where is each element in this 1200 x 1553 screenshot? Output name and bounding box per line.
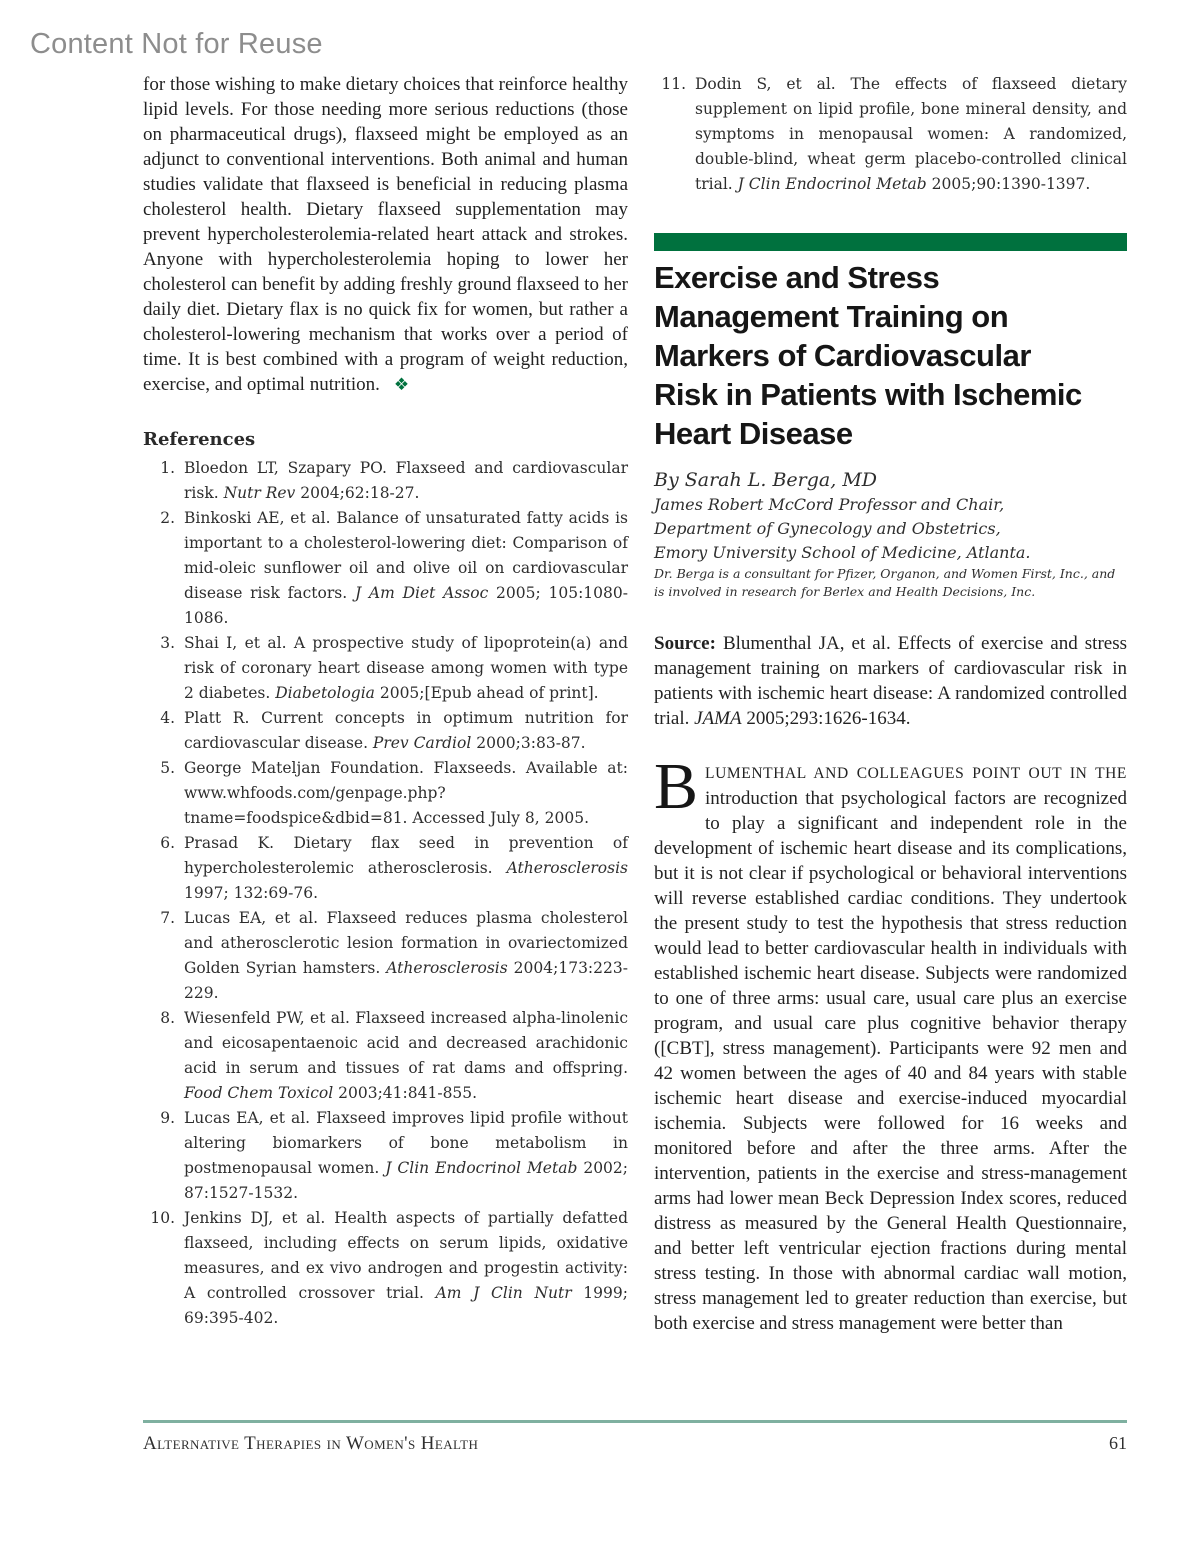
reference-item-6 <box>143 831 628 906</box>
article-title: Exercise and Stress Management Training on Markers of Cardiovascular Risk in Patients with Ischemic Heart Disease <box>654 260 1082 451</box>
two-column-layout <box>143 72 1127 1336</box>
reference-journal: Diabetologia <box>275 684 375 702</box>
reference-text-post: 2004;62:18-27. <box>295 484 420 502</box>
left-column <box>143 72 628 1336</box>
reference-journal: Nutr Rev <box>223 484 296 502</box>
reference-text <box>184 831 628 906</box>
journal-name: Alternative Therapies in Women's Health <box>143 1433 479 1454</box>
article-body-paragraph <box>654 750 1127 1336</box>
source-label: Source: <box>654 633 716 654</box>
intro-paragraph <box>143 72 628 397</box>
reference-text-pre: Jenkins DJ, et al. Health aspects of partially defatted flaxseed, including effects on serum lipids, oxidative measures, and ex vivo androgen and progestin activity: A controlled crossover trial. <box>184 1209 628 1302</box>
footer-rule <box>143 1420 1127 1423</box>
reference-journal: Am J Clin Nutr <box>435 1284 572 1302</box>
reference-text-post: 1999; 69:395-402. <box>184 1284 628 1327</box>
right-column <box>654 72 1127 1336</box>
reference-journal: Food Chem Toxicol <box>184 1084 334 1102</box>
reference-number: 6. <box>160 834 175 852</box>
reference-text-post: 2002; 87:1527-1532. <box>184 1159 628 1202</box>
reference-text-post: 2005;90:1390-1397. <box>926 175 1091 193</box>
affiliation-line: James Robert McCord Professor and Chair, <box>654 495 1005 514</box>
reference-text <box>184 1206 628 1331</box>
footer-row <box>143 1433 1127 1455</box>
reference-item-8 <box>143 1006 628 1106</box>
references-list <box>143 456 628 1331</box>
reference-text-pre: Dodin S, et al. The effects of flaxseed dietary supplement on lipid profile, bone mineral density, and symptoms in menopausal women: A randomized, double-blind, wheat germ placebo-controlled clinical trial. <box>695 75 1127 193</box>
reference-item-9 <box>143 1106 628 1206</box>
reference-number: 10. <box>150 1209 175 1227</box>
reference-text-post: 1997; 132:69-76. <box>184 884 319 902</box>
reference-number: 1. <box>160 459 175 477</box>
reference-journal: J Am Diet Assoc <box>354 584 489 602</box>
reference-text-pre: Lucas EA, et al. Flaxseed reduces plasma cholesterol and atherosclerotic lesion formation in ovariectomized Golden Syrian hamsters. <box>184 909 628 977</box>
reference-item-1 <box>143 456 628 506</box>
reference-number: 5. <box>160 759 175 777</box>
intro-paragraph-text: for those wishing to make dietary choices that reinforce healthy lipid levels. For those needing more serious reductions (those on pharmaceutical drugs), flaxseed might be employed as an adjunct to conventional interventions. Both animal and human studies validate that flaxseed is beneficial in reducing plasma cholesterol health. Dietary flaxseed supplementation may prevent hypercholesterolemia-related heart attack and strokes. Anyone with hypercholesterolemia hoping to lower her cholesterol can benefit by adding freshly ground flaxseed to her daily diet. Dietary flax is no quick fix for women, but rather a cholesterol-lowering mechanism that works over a period of time. It is best combined with a program of weight reduction, exercise, and optimal nutrition. <box>143 74 628 395</box>
source-paragraph <box>654 631 1127 731</box>
reference-number: 4. <box>160 709 175 727</box>
reference-text-pre: Bloedon LT, Szapary PO. Flaxseed and cardiovascular risk. <box>184 459 628 502</box>
reference-text-pre: Shai I, et al. A prospective study of lipoprotein(a) and risk of coronary heart disease among women with type 2 diabetes. <box>184 634 628 702</box>
article-title-accent-bar <box>654 233 1127 251</box>
reference-text <box>184 456 628 506</box>
reference-item-2 <box>143 506 628 631</box>
reference-text-pre: Platt R. Current concepts in optimum nutrition for cardiovascular disease. <box>184 709 628 752</box>
reference-number: 9. <box>160 1109 175 1127</box>
article-affiliation <box>654 493 1127 565</box>
reference-item-10 <box>143 1206 628 1331</box>
page-number: 61 <box>1109 1433 1127 1453</box>
reference-item-7 <box>143 906 628 1006</box>
article-end-mark-icon: ❖ <box>393 375 410 394</box>
reference-text <box>184 631 628 706</box>
reference-text <box>184 756 628 831</box>
reference-text-post: 2000;3:83-87. <box>471 734 586 752</box>
reference-text <box>184 706 628 756</box>
reference-text-post: 2005; 105:1080-1086. <box>184 584 628 627</box>
reference-text-pre: Lucas EA, et al. Flaxseed improves lipid profile without altering biomarkers of bone metabolism in postmenopausal women. <box>184 1109 628 1177</box>
reference-text-post: 2004;173:223-229. <box>184 959 628 1002</box>
reference-journal: Atherosclerosis <box>506 859 628 877</box>
source-journal: JAMA <box>694 708 742 729</box>
page-footer <box>143 1420 1127 1455</box>
reference-text <box>184 1106 628 1206</box>
source-text-post: 2005;293:1626-1634. <box>741 708 911 729</box>
watermark-content-not-for-reuse: Content Not for Reuse <box>30 28 323 60</box>
reference-item-5 <box>143 756 628 831</box>
reference-item-11 <box>654 72 1127 197</box>
drop-cap: B <box>654 750 699 823</box>
reference-number: 3. <box>160 634 175 652</box>
reference-item-4 <box>143 706 628 756</box>
references-heading: References <box>143 429 256 450</box>
reference-number: 2. <box>160 509 175 527</box>
reference-number: 11. <box>661 75 686 93</box>
reference-text <box>184 506 628 631</box>
reference-journal: J Clin Endocrinol Metab <box>385 1159 578 1177</box>
reference-text <box>184 1006 628 1106</box>
reference-text-post: 2005;[Epub ahead of print]. <box>374 684 599 702</box>
article-body-text: introduction that psychological factors are recognized to play a significant and independent role in the development of ischemic heart disease and its complications, but it is not clear if psychological or behavioral interventions will reverse established cardiac conditions. They undertook the present study to test the hypothesis that stress reduction would lead to better cardiovascular health in individuals with established ischemic heart disease. Subjects were randomized to one of three arms: usual care, usual care plus an exercise program, and usual care plus cognitive behavior therapy ([CBT], stress management). Participants were 92 men and 42 women between the ages of 40 and 84 years with stable ischemic heart disease and exercise-induced myocardial ischemia. Subjects were followed for 16 weeks and monitored before and after the three arms. After the intervention, patients in the exercise and stress-management arms had lower mean Beck Depression Index scores, reduced distress as measured by the General Health Questionnaire, and better left ventricular ejection fractions during mental stress testing. In those with abnormal cardiac wall motion, stress management led to greater reduction than exercise, but both exercise and stress management were better than <box>654 788 1127 1334</box>
source-text: Blumenthal JA, et al. Effects of exercise and stress management training on markers of cardiovascular risk in patients with ischemic heart disease: A randomized controlled trial. <box>654 633 1127 729</box>
reference-journal: J Clin Endocrinol Metab <box>737 175 927 193</box>
affiliation-line: Department of Gynecology and Obstetrics, <box>654 519 1001 538</box>
lead-small-caps: LUMENTHAL AND COLLEAGUES POINT OUT IN THE <box>705 765 1127 782</box>
reference-text <box>695 72 1127 197</box>
reference-number: 8. <box>160 1009 175 1027</box>
reference-journal: Atherosclerosis <box>386 959 508 977</box>
affiliation-line: Emory University School of Medicine, Atlanta. <box>654 543 1031 562</box>
reference-text <box>184 906 628 1006</box>
reference-journal: Prev Cardiol <box>372 734 472 752</box>
reference-item-3 <box>143 631 628 706</box>
reference-text-pre: Binkoski AE, et al. Balance of unsaturated fatty acids is important to a cholesterol-lowering diet: Comparison of mid-oleic sunflower oil and olive oil on cardiovascular disease risk factors. <box>184 509 628 602</box>
reference-number: 7. <box>160 909 175 927</box>
reference-text-post: 2003;41:841-855. <box>333 1084 478 1102</box>
author-disclosure: Dr. Berga is a consultant for Pfizer, Organon, and Women First, Inc., and is involved in research for Berlex and Health Decisions, Inc. <box>654 566 1116 599</box>
reference-text-pre: Wiesenfeld PW, et al. Flaxseed increased alpha-linolenic and eicosapentaenoic acid and decreased arachidonic acid in serum and tissues of rat dams and offspring. <box>184 1009 628 1077</box>
reference-text-pre: Prasad K. Dietary flax seed in prevention of hypercholesterolemic atherosclerosis. <box>184 834 628 877</box>
article-byline: By Sarah L. Berga, MD <box>654 469 878 491</box>
reference-text-pre: George Mateljan Foundation. Flaxseeds. Available at: www.whfoods.com/genpage.php?tname=foodspice&dbid=81. Accessed July 8, 2005. <box>184 759 628 827</box>
